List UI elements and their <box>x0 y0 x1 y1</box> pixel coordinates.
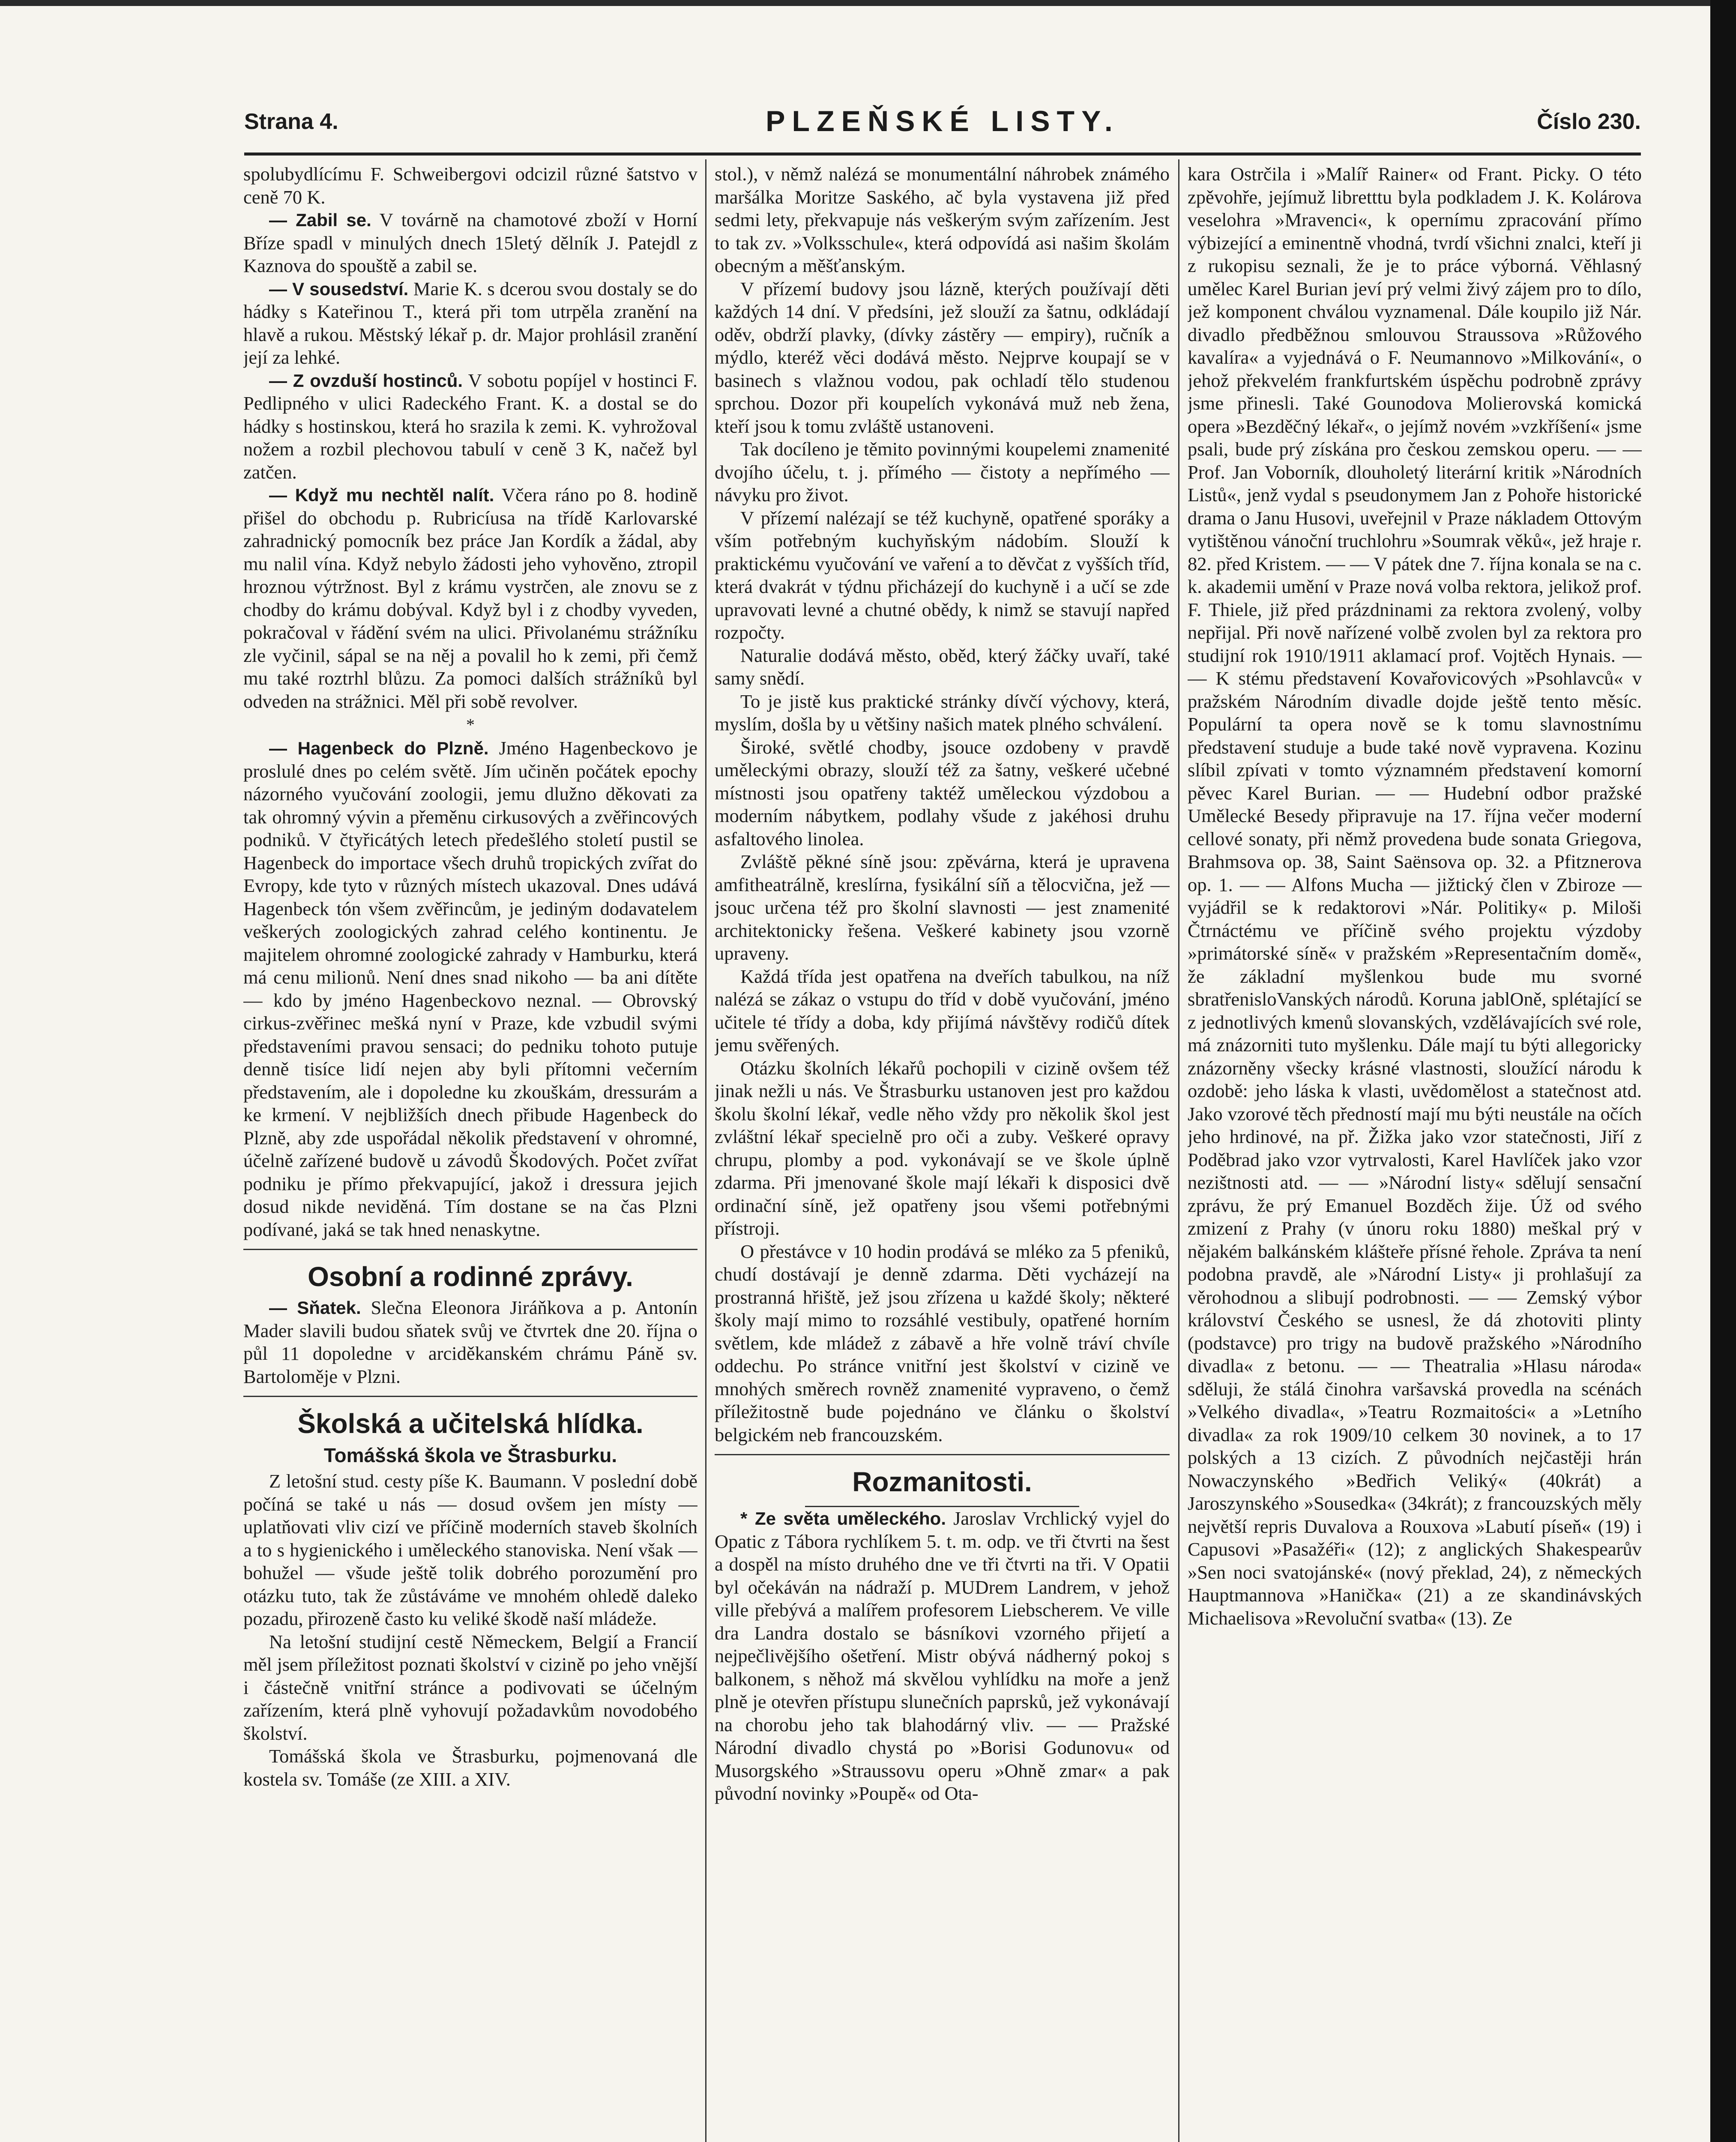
scan-edge-top <box>0 0 1736 6</box>
news-item <box>243 369 697 484</box>
article-title: Tomášská škola ve Štrasburku. <box>323 1444 617 1466</box>
news-text: Včera ráno po 8. hodině přišel do obchodu p. Rubricíusa na třídě Karlovarské zahradnický pomocník bez práce Jan Kordík a žádal, aby mu nalil vína. Když nebylo žádosti jeho vyhověno, ztropil hroznou výtržnost. Byl z krámu vystrčen, ale znovu se z chodby do krámu dobýval. Když byl i z chodby vyveden, pokračoval v řádění svém na ulici. Přivolanému strážníku zle vyčinil, sápal se na něj a povalil ho k zemi, při čemž mu také roztrhl blůzu. Za pomoci dalších strážníků byl odveden na strážnici. Měl při sobě revolver. <box>243 484 697 712</box>
news-headline: — Zabil se. <box>269 210 371 230</box>
news-item <box>243 278 697 369</box>
separator-asterisk: * <box>466 715 475 734</box>
news-item <box>243 484 697 713</box>
article-paragraph: Otázku školních lékařů pochopili v cizině ovšem též jinak nežli u nás. Ve Štrasburku ustanoven jest pro každou školu školní lékař, vedle něho vždy pro několik škol jest zvláštní lékař specielně pro oči a zuby. Veškeré opravy chrupu, plomby a pod. vykonávají se ve škole úplně zdarma. Při jmenované škole mají lékaři k disposici dvě ordinační síně, jež opatřeny jsou všemi potřebnými přístroji. <box>715 1057 1170 1239</box>
news-text: Marie K. s dcerou svou dostaly se do hádky s Kateřinou T., která při tom utrpěla zranění na hlavě a rukou. Městský lékař p. dr. Major prohlásil zranění její za lehké. <box>243 278 697 368</box>
section-title: Školská a učitelská hlídka. <box>297 1408 644 1439</box>
column-divider <box>705 159 706 2142</box>
article-paragraph: Z letošní stud. cesty píše K. Baumann. V poslední době počíná se také u nás — dosud ovšem jen místy — uplatňovati vliv cizí ve příčině moderních staveb školních a to s hygienického i uměleckého stanoviska. Není však — bohužel — všude ještě tolik dobrého porozumění pro otázku tuto, tak že zůstáváme ve mnohém ohledě daleko pozadu, přirozeně často ku veliké škodě naší mládeže. <box>243 1470 697 1629</box>
article-paragraph: Široké, světlé chodby, jsouce ozdobeny v pravdě uměleckými obrazy, slouží též za šatny, veškeré učebné místnosti jsou opatřeny taktéž uměleckou výzdobou a moderním nábytkem, podlahy všude z jakéhosi druhu asfaltového linolea. <box>715 736 1170 850</box>
newspaper-title: PLZEŇSKÉ LISTY. <box>766 105 1119 138</box>
news-item <box>243 737 697 1241</box>
column-1 <box>243 163 697 2142</box>
section-rule <box>243 1249 697 1250</box>
article-paragraph: stol.), v němž nalézá se monumentální náhrobek známého maršálka Moritze Saského, ač byla vystavena již před sedmi lety, překvapuje nás veškerým svým zařízením. Jest to tak zv. »Volksschule«, která odpovídá asi našim školám obecným a měšťanským. <box>715 163 1170 276</box>
article-paragraph: Naturalie dodává město, oběd, který žáčky uvaří, také samy snědí. <box>715 644 1170 689</box>
news-headline: — Hagenbeck do Plzně. <box>269 738 489 758</box>
article-paragraph: Na letošní studijní cestě Německem, Belgií a Francií měl jsem příležitost poznati školství v cizině po jeho vnější i částečně vnitřní stránce a podivovati se účelným zařízením, která plně vyhovují požadavkům novodobého školství. <box>243 1630 697 1744</box>
section-title: Rozmanitosti. <box>852 1466 1032 1497</box>
section-rule <box>715 1454 1170 1455</box>
article-paragraph: Tomášská škola ve Štrasburku, pojmenovaná dle kostela sv. Tomáše (ze XIII. a XIV. <box>243 1745 697 1790</box>
article-paragraph: V přízemí budovy jsou lázně, kterých používají děti každých 14 dní. V předsíni, jež slouží za šatnu, odkládají oděv, obdrží plavky, (dívky zástěry — empiry), ručník a mýdlo, kteréž věci dodává město. Nejprve koupají se v basinech s vlažnou vodou, pak ochladí tělo studenou sprchou. Dozor při koupelích vykonává muž neb žena, kteří jsou k tomu zvláště ustanoveni. <box>715 278 1170 437</box>
column-3 <box>1188 163 1642 2142</box>
header-rule <box>244 153 1641 156</box>
article-paragraph: kara Ostrčila i »Malíř Rainer« od Frant. Picky. O této zpěvohře, jejímuž libretttu byla podkladem J. K. Kolárova veselohra »Mravenci«, k opernímu zpracování přímo výbizející a eminentně vhodná, tvrdí všichni znalci, kteří ji z rukopisu seznali, že je to práce výborná. Věhlasný umělec Karel Burian jeví prý velmi živý zájem pro to dílo, jež komponent chválou vyznamenal. Dále koupilo již Nár. divadlo předběžnou smlouvou Straussova »Růžového kavalíra« a vyjednává o F. Neumannovo »Milkování«, o jehož překvelém frankfurtském úspěchu podrobně zprávy jsme přinesli. Také Gounodova Molierovská komická opera »Bezděčný lékař«, o jejímž novém »vzkříšení« jsme psali, bude prý získána pro českou zemskou operu. — — Prof. Jan Voborník, dlouholetý literární kritik »Národních Listů«, jenž vydal s pseudonymem Jan z Pohoře historické drama o Janu Husovi, uveřejnil v Praze nákladem Ottovým vytištěnou vánoční truchlohru »Soumrak věků«, jež hraje r. 82. před Kristem. — — V pátek dne 7. října konala se na c. k. akademii umění v Praze nová volba rektora, jelikož prof. F. Thiele, již před prázdninami za rektora zvolený, volby nepřijal. Při nově nařízené volbě zvolen byl za rektora pro studijní rok 1910/1911 aklamací prof. Vojtěch Hynais. — — K stému představení Kovařovicových »Psohlavců« v pražském Národním divadle dojde ještě tento měsíc. Populární ta opera nově se k tomu slavnostnímu představení studuje a bude také nově vypravena. Kozinu slíbil zpívati v tomto významném představení komorní pěvec Karel Burian. — — Hudební odbor pražské Umělecké Besedy připravuje na 17. října večer moderní cellové sonaty, při němž provedena bude sonata Griegova, Brahmsova op. 38, Saint Saënsova op. 32. a Pfitznerova op. 1. — — Alfons Mucha — jižtický člen v Zbiroze — vyjádřil se k redaktorovi »Nár. Politiky« p. Miloši Čtrnáctému ve příčině svého projektu výzdoby »primátorské síně« v pražském »Representačním domě«, že základní myšlenkou bude mu svorné sbratřenisloVanských národů. Koruna jablOně, splétající se z jednotlivých kmenů slovanských, vzdělávajících své role, má znázorniti tuto myšlenku. Dále mají tu býti allegoricky znázorněny všecky krásné vlastnosti, sloužící národu k ozdobě: jeho láska k vlasti, uvědomělost a statečnost atd. Jako vzorové těch předností mají mu býti neustále na očích jeho hrdinové, na př. Žižka jako vzor statečnosti, Jiří z Poděbrad jako vzor vytrvalosti, Karel Havlíček jako vzor nezištnosti atd. — — »Národní listy« sdělují sensační zprávu, že prý Emanuel Bozděch žije. Úž od svého zmizení z Prahy (v únoru roku 1880) meškal prý v nějakém balkánském klášteře přísné řehole. Zpráva ta není podobna pravdě, ale »Národní Listy« ji prohlašují za věrohodnou a slibují podrobnosti. — — Zemský výbor království Českého se usnesl, že dá zhotoviti plinty (podstavce) pro trigy na budově pražského »Národního divadla« z betonu. — — Theatralia »Hlasu národa« sděluji, že stálá činohra varšavská provedla na scénách »Velkého divadla«, »Teatru Rozmaitości« a »Letního divadla« za rok 1909/10 celkem 30 novinek, a to 17 polských a 13 cizích. Z původních nejčastěji hrán Nowaczynského »Bedřich Veliký« (40krát) a Jaroszynského »Sousedka« (34krát); z francouzských měly největší repris Duvalova a Rouxova »Labutí píseň« (19) i Capusovi »Pasažéři« (12); z anglických Shakespearův »Sen noci svatojánské« (nový překlad, 24), z německých Hauptmannova »Hanička« (21) a ze skandinávských Michaelisova »Revoluční svatba« (13). Ze <box>1188 163 1642 1629</box>
article-paragraph: V přízemí nalézají se též kuchyně, opatřené sporáky a vším potřebným kuchyňským nádobím. Slouží k praktickému vyučování ve vaření a to děvčat z vyšších tříd, která dvakrát v týdnu přicházejí do kuchyně i a učí se zde upravovati levné a chutné obědy, k nimž se stavují napřed rozpočty. <box>715 507 1170 643</box>
article-paragraph: spolubydlícímu F. Schweibergovi odcizil různé šatstvo v ceně 70 K. <box>243 163 697 208</box>
scan-edge-right <box>1710 0 1736 2142</box>
news-text: Jméno Hagenbeckovo je proslulé dnes po celém světě. Jím učiněn počátek epochy názorného vyučování zoologii, jemu dlužno děkovati za tak ohromný vývin a přeměnu cirkusových a zvěřincových podniků. V čtyřicátých letech předešlého století pustil se Hagenbeck do importace všech druhů tropických zvířat do Evropy, kde tyto v různých místech ukazoval. Dnes udává Hagenbeck tón všem zvěřincům, je jediným dodavatelem veškerých zoologických zahrad celého kontinentu. Je majitelem ohromné zoologické zahrady v Hamburku, která má cenu milionů. Není dnes snad nikoho — ba ani dítěte — kdo by jméno Hagenbeckovo neznal. — Obrovský cirkus-zvěřinec mešká nyní v Praze, kde vzbudil svými představeními pravou sensaci; do pedniku tohoto putuje denně tisíce lidí nejen aby byli přítomni večerním představením, ale i dopoledne ku zkouškám, dressurám a ke krmení. V nejbližších dnech přibude Hagenbeck do Plzně, aby zde uspořádal několik představení v ohromné, účelně zařízené budově u závodů Škodových. Počet zvířat podniku je přímo překvapující, jakož i dressura jejich dosud nikde neviděná. Tím dostane se na čas Plzni podívané, jaká se tak hned nenaskytne. <box>243 737 697 1240</box>
news-headline: — V sousedství. <box>269 278 409 299</box>
column-2 <box>715 163 1170 2142</box>
page-header <box>244 101 1641 148</box>
column-divider <box>1178 159 1179 2142</box>
news-text: Jaroslav Vrchlický vyjel do Opatic z Tábora rychlíkem 5. t. m. odp. ve tři čtvrti na šest a dospěl na místo druhého dne ve tři čtvrti na tři. V Opatii byl očekáván na nádraží p. MUDrem Landrem, v jehož ville přebývá a malířem profesorem Liebscherem. Ve ville dra Landra dostalo se básníkovi vzorného přijetí a nejpečlivějšího ošetření. Mistr obývá nádherný pokoj s balkonem, s něhož má skvělou vyhlídku na moře a jenž plně je otevřen přístupu slunečních paprsků, jež vykonávají na chorobu jeho tak blahodárný vliv. — — Pražské Národní divadlo chystá po »Borisi Godunovu« od Musorgského »Straussovu operu »Ohně zmar« a pak původní novinky »Poupě« od Ota- <box>715 1508 1170 1804</box>
article-paragraph: Každá třída jest opatřena na dveřích tabulkou, na níž nalézá se zákaz o vstupu do tříd v době vyučování, jméno učitele té třídy a doba, kdy přijímá návštěvy rodičů dítek jemu svěřených. <box>715 965 1170 1056</box>
news-text: Slečna Eleonora Jiráňkova a p. Antonín Mader slavili budou sňatek svůj ve čtvrtek dne 20. října o půl 11 dopoledne v arciděkanském chrámu Páně sv. Bartoloměje v Plzni. <box>243 1297 697 1387</box>
news-headline: * Ze světa uměleckého. <box>740 1508 946 1529</box>
news-text: V sobotu popíjel v hostinci F. Pedlipného v ulici Radeckého Frant. K. a dostal se do hádky s hostinskou, která ho srazila k zemi. K. vyhrožoval nožem a rozbil plechovou tabulí v ceně 3 K, načež byl zatčen. <box>243 369 697 483</box>
news-item <box>715 1507 1170 1805</box>
page-number: Strana 4. <box>244 109 338 134</box>
article-paragraph: To je jistě kus praktické stránky dívčí výchovy, která, myslím, došla by u většiny našich matek plného schválení. <box>715 690 1170 735</box>
article-paragraph: O přestávce v 10 hodin prodává se mléko za 5 pfeniků, chudí dostávají je denně zdarma. Děti vycházejí na prostranná hřiště, jež jsou zřízena u každé školy; některé školy mají mimo to rozsáhlé vestibuly, opatřené horním světlem, kde mládež z zábavě a hře volně tráví chvíle oddechu. Po stránce vnitřní jest školství v cizině ve mnohých směrech rovněž znamenité vypraveno, o čemž příležitostně bude pojednáno ve článku o školství belgickém neb francouzském. <box>715 1240 1170 1445</box>
news-item <box>243 1296 697 1388</box>
news-item <box>243 209 697 278</box>
news-headline: — Z ovzduší hostinců. <box>269 370 463 391</box>
article-paragraph: Zvláště pěkné síně jsou: zpěvárna, která je upravena amfitheatrálně, kreslírna, fysikální síň a tělocvična, jež — jsouc určena též pro školní slavnosti — jest znamenité architektonicky řešena. Veškeré kabinety jsou vzorně upraveny. <box>715 851 1170 964</box>
news-headline: — Když mu nechtěl nalít. <box>269 485 494 505</box>
section-rule <box>243 1396 697 1397</box>
section-title: Osobní a rodinné zprávy. <box>308 1261 633 1292</box>
news-text: V továrně na chamotové zboží v Horní Bříze spadl v minulých dnech 15letý dělník J. Patejdl z Kaznova do spouště a zabil se. <box>243 209 697 276</box>
issue-number: Číslo 230. <box>1537 109 1641 134</box>
article-paragraph: Tak docíleno je těmito povinnými koupelemi znamenité dvojího účelu, t. j. přímého — čistoty a nepřímého — návyku pro život. <box>715 438 1170 506</box>
news-headline: — Sňatek. <box>269 1298 361 1318</box>
